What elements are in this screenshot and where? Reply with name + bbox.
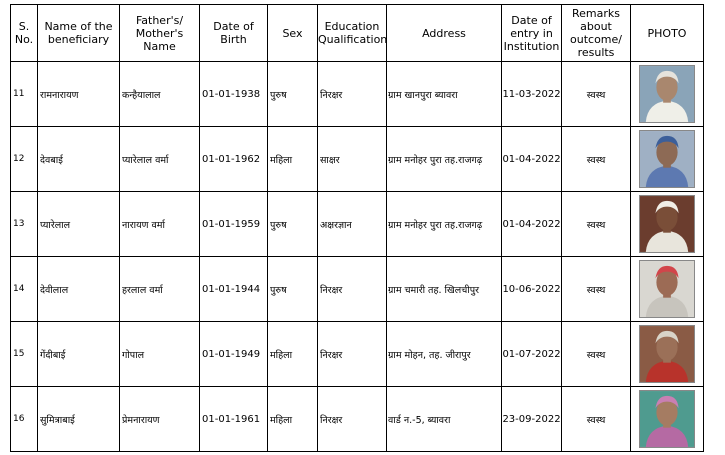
address-cell: वार्ड न.-5, ब्यावरा (387, 387, 502, 452)
remarks-cell: स्वस्थ (562, 322, 631, 387)
header-row (11, 5, 704, 62)
beneficiary-photo (639, 325, 695, 383)
entry-date-cell: 11-03-2022 (502, 62, 562, 127)
education-cell: निरक्षर (318, 322, 387, 387)
beneficiary-photo (639, 130, 695, 188)
table-row (11, 387, 704, 452)
beneficiary-table (10, 4, 704, 452)
remarks-cell: स्वस्थ (562, 387, 631, 452)
education-cell: अक्षरज्ञान (318, 192, 387, 257)
address-cell: ग्राम मोहन, तह. जीरापुर (387, 322, 502, 387)
address-cell: ग्राम मनोहर पुरा तह.राजगढ़ (387, 192, 502, 257)
header-sno: S. No. (11, 5, 38, 62)
entry-date-cell: 01-04-2022 (502, 192, 562, 257)
serial-number-cell: 11 (11, 62, 38, 127)
photo-cell (631, 127, 704, 192)
address-cell: ग्राम खानपुरा ब्यावरा (387, 62, 502, 127)
sex-cell: पुरुष (268, 257, 318, 322)
entry-date-cell: 23-09-2022 (502, 387, 562, 452)
photo-cell (631, 257, 704, 322)
parent-name-cell: प्यारेलाल वर्मा (120, 127, 200, 192)
sex-cell: महिला (268, 322, 318, 387)
serial-number-cell: 14 (11, 257, 38, 322)
sex-cell: महिला (268, 387, 318, 452)
date-of-birth-cell: 01-01-1962 (200, 127, 268, 192)
entry-date-cell: 01-07-2022 (502, 322, 562, 387)
entry-date-cell: 10-06-2022 (502, 257, 562, 322)
photo-cell (631, 192, 704, 257)
beneficiary-name-cell: देवबाई (38, 127, 120, 192)
beneficiary-photo (639, 65, 695, 123)
header-entry-date: Date of entry in Institution (502, 5, 562, 62)
table-row (11, 322, 704, 387)
date-of-birth-cell: 01-01-1944 (200, 257, 268, 322)
serial-number-cell: 15 (11, 322, 38, 387)
parent-name-cell: कन्हैयालाल (120, 62, 200, 127)
beneficiary-name-cell: गेंदीबाई (38, 322, 120, 387)
education-cell: निरक्षर (318, 387, 387, 452)
header-photo: PHOTO (631, 5, 704, 62)
photo-cell (631, 62, 704, 127)
sex-cell: पुरुष (268, 192, 318, 257)
parent-name-cell: हरलाल वर्मा (120, 257, 200, 322)
remarks-cell: स्वस्थ (562, 62, 631, 127)
education-cell: साक्षर (318, 127, 387, 192)
beneficiary-name-cell: प्यारेलाल (38, 192, 120, 257)
header-sex: Sex (268, 5, 318, 62)
header-education: Education Qualification (318, 5, 387, 62)
education-cell: निरक्षर (318, 257, 387, 322)
header-address: Address (387, 5, 502, 62)
serial-number-cell: 12 (11, 127, 38, 192)
date-of-birth-cell: 01-01-1949 (200, 322, 268, 387)
beneficiary-photo (639, 390, 695, 448)
sex-cell: महिला (268, 127, 318, 192)
education-cell: निरक्षर (318, 62, 387, 127)
sex-cell: पुरुष (268, 62, 318, 127)
beneficiary-name-cell: देवीलाल (38, 257, 120, 322)
address-cell: ग्राम चमारी तह. खिलचीपुर (387, 257, 502, 322)
parent-name-cell: प्रेमनारायण (120, 387, 200, 452)
table-row (11, 127, 704, 192)
entry-date-cell: 01-04-2022 (502, 127, 562, 192)
beneficiary-photo (639, 195, 695, 253)
date-of-birth-cell: 01-01-1961 (200, 387, 268, 452)
header-dob: Date of Birth (200, 5, 268, 62)
header-name: Name of the beneficiary (38, 5, 120, 62)
beneficiary-name-cell: सुमित्राबाई (38, 387, 120, 452)
beneficiary-name-cell: रामनारायण (38, 62, 120, 127)
remarks-cell: स्वस्थ (562, 192, 631, 257)
remarks-cell: स्वस्थ (562, 257, 631, 322)
beneficiary-photo (639, 260, 695, 318)
header-parent: Father's/ Mother's Name (120, 5, 200, 62)
remarks-cell: स्वस्थ (562, 127, 631, 192)
table-row (11, 192, 704, 257)
table-row (11, 62, 704, 127)
serial-number-cell: 13 (11, 192, 38, 257)
date-of-birth-cell: 01-01-1959 (200, 192, 268, 257)
table-row (11, 257, 704, 322)
address-cell: ग्राम मनोहर पुरा तह.राजगढ़ (387, 127, 502, 192)
parent-name-cell: गोपाल (120, 322, 200, 387)
header-remarks: Remarks about outcome/ results (562, 5, 631, 62)
date-of-birth-cell: 01-01-1938 (200, 62, 268, 127)
serial-number-cell: 16 (11, 387, 38, 452)
photo-cell (631, 322, 704, 387)
parent-name-cell: नारायण वर्मा (120, 192, 200, 257)
photo-cell (631, 387, 704, 452)
